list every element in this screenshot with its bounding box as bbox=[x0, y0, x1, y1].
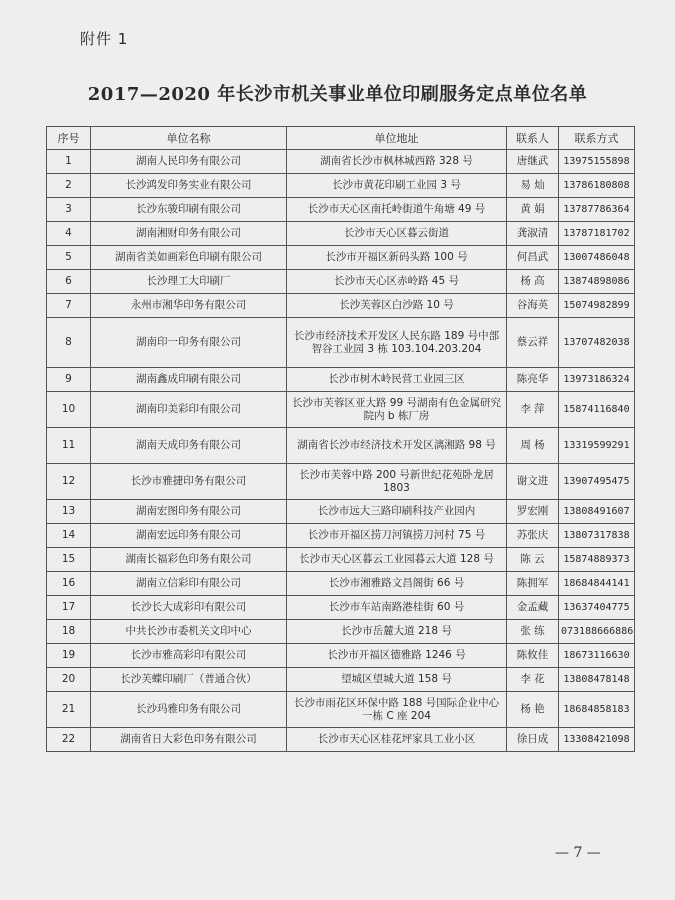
unit-name-cell: 湖南印一印务有限公司 bbox=[91, 318, 287, 368]
serial-cell: 16 bbox=[47, 572, 91, 596]
serial-cell: 10 bbox=[47, 392, 91, 428]
contact-person-cell: 陈攸佳 bbox=[507, 644, 559, 668]
serial-cell: 1 bbox=[47, 150, 91, 174]
unit-address-cell: 长沙市天心区暮云工业园暮云大道 128 号 bbox=[287, 548, 507, 572]
serial-cell: 21 bbox=[47, 692, 91, 728]
contact-person-cell: 蔡云祥 bbox=[507, 318, 559, 368]
unit-name-cell: 长沙市雅高彩印有限公司 bbox=[91, 644, 287, 668]
table-row bbox=[47, 246, 635, 270]
unit-name-cell: 湖南宏远印务有限公司 bbox=[91, 524, 287, 548]
contact-phone-cell: 13707482038 bbox=[559, 318, 635, 368]
unit-name-cell: 湖南人民印务有限公司 bbox=[91, 150, 287, 174]
unit-name-cell: 湖南长福彩色印务有限公司 bbox=[91, 548, 287, 572]
contact-phone-cell: 13907495475 bbox=[559, 464, 635, 500]
unit-address-cell: 长沙市天心区赤岭路 45 号 bbox=[287, 270, 507, 294]
contact-phone-cell: 13808478148 bbox=[559, 668, 635, 692]
table-row bbox=[47, 572, 635, 596]
unit-name-cell: 湖南天成印务有限公司 bbox=[91, 428, 287, 464]
table-row bbox=[47, 548, 635, 572]
serial-cell: 20 bbox=[47, 668, 91, 692]
table-row bbox=[47, 524, 635, 548]
header-contact-person: 联系人 bbox=[507, 127, 559, 150]
contact-phone-cell: 15874116840 bbox=[559, 392, 635, 428]
unit-address-cell: 长沙市雨花区环保中路 188 号国际企业中心一栋 C 座 204 bbox=[287, 692, 507, 728]
contact-person-cell: 龚淑清 bbox=[507, 222, 559, 246]
unit-address-cell: 长沙市湘雅路文昌阁街 66 号 bbox=[287, 572, 507, 596]
contact-phone-cell: 13787181702 bbox=[559, 222, 635, 246]
contact-phone-cell: 13786180808 bbox=[559, 174, 635, 198]
table-row bbox=[47, 294, 635, 318]
unit-name-cell: 长沙芙蝶印刷厂（普通合伙） bbox=[91, 668, 287, 692]
serial-cell: 5 bbox=[47, 246, 91, 270]
unit-name-cell: 湖南印美彩印有限公司 bbox=[91, 392, 287, 428]
unit-address-cell: 长沙市天心区暮云街道 bbox=[287, 222, 507, 246]
serial-cell: 6 bbox=[47, 270, 91, 294]
contact-person-cell: 金孟藏 bbox=[507, 596, 559, 620]
unit-name-cell: 永州市湘华印务有限公司 bbox=[91, 294, 287, 318]
unit-address-cell: 长沙市树木岭民营工业园三区 bbox=[287, 368, 507, 392]
header-contact-phone: 联系方式 bbox=[559, 127, 635, 150]
table-row bbox=[47, 500, 635, 524]
serial-cell: 15 bbox=[47, 548, 91, 572]
table-header-row bbox=[47, 127, 635, 150]
unit-address-cell: 长沙市开福区捞刀河镇捞刀河村 75 号 bbox=[287, 524, 507, 548]
unit-address-cell: 望城区望城大道 158 号 bbox=[287, 668, 507, 692]
contact-person-cell: 唐继武 bbox=[507, 150, 559, 174]
contact-phone-cell: 18673116630 bbox=[559, 644, 635, 668]
contact-person-cell: 何昌武 bbox=[507, 246, 559, 270]
unit-address-cell: 长沙市车站南路港桂街 60 号 bbox=[287, 596, 507, 620]
contact-person-cell: 易 灿 bbox=[507, 174, 559, 198]
contact-phone-cell: 13975155898 bbox=[559, 150, 635, 174]
contact-person-cell: 陈亮华 bbox=[507, 368, 559, 392]
serial-cell: 4 bbox=[47, 222, 91, 246]
unit-name-cell: 湖南鑫成印刷有限公司 bbox=[91, 368, 287, 392]
unit-name-cell: 湖南立信彩印有限公司 bbox=[91, 572, 287, 596]
contact-phone-cell: 18684844141 bbox=[559, 572, 635, 596]
contact-person-cell: 苏张庆 bbox=[507, 524, 559, 548]
serial-cell: 9 bbox=[47, 368, 91, 392]
unit-name-cell: 湖南宏图印务有限公司 bbox=[91, 500, 287, 524]
unit-address-cell: 长沙市天心区桂花坪家具工业小区 bbox=[287, 728, 507, 752]
unit-name-cell: 湖南省日大彩色印务有限公司 bbox=[91, 728, 287, 752]
serial-cell: 8 bbox=[47, 318, 91, 368]
serial-cell: 11 bbox=[47, 428, 91, 464]
serial-cell: 14 bbox=[47, 524, 91, 548]
table-row bbox=[47, 668, 635, 692]
contact-person-cell: 黄 娟 bbox=[507, 198, 559, 222]
table-row bbox=[47, 392, 635, 428]
header-unit-address: 单位地址 bbox=[287, 127, 507, 150]
table-row bbox=[47, 428, 635, 464]
unit-name-cell: 湖南湘财印务有限公司 bbox=[91, 222, 287, 246]
table-row bbox=[47, 150, 635, 174]
serial-cell: 18 bbox=[47, 620, 91, 644]
unit-name-cell: 长沙鸿发印务实业有限公司 bbox=[91, 174, 287, 198]
contact-phone-cell: 15074982899 bbox=[559, 294, 635, 318]
header-serial: 序号 bbox=[47, 127, 91, 150]
unit-address-cell: 湖南省长沙市经济技术开发区漓湘路 98 号 bbox=[287, 428, 507, 464]
contact-phone-cell: 13308421098 bbox=[559, 728, 635, 752]
contact-person-cell: 陈拥军 bbox=[507, 572, 559, 596]
serial-cell: 3 bbox=[47, 198, 91, 222]
table-row bbox=[47, 198, 635, 222]
unit-name-cell: 中共长沙市委机关文印中心 bbox=[91, 620, 287, 644]
unit-address-cell: 长沙市开福区新码头路 100 号 bbox=[287, 246, 507, 270]
table-row bbox=[47, 620, 635, 644]
serial-cell: 12 bbox=[47, 464, 91, 500]
contact-person-cell: 谢文进 bbox=[507, 464, 559, 500]
serial-cell: 22 bbox=[47, 728, 91, 752]
serial-cell: 17 bbox=[47, 596, 91, 620]
unit-address-cell: 长沙市黄花印刷工业园 3 号 bbox=[287, 174, 507, 198]
contact-person-cell: 杨 高 bbox=[507, 270, 559, 294]
serial-cell: 19 bbox=[47, 644, 91, 668]
unit-address-cell: 长沙市芙蓉中路 200 号新世纪花苑卧龙居 1803 bbox=[287, 464, 507, 500]
contact-phone-cell: 13787786364 bbox=[559, 198, 635, 222]
contact-person-cell: 张 练 bbox=[507, 620, 559, 644]
contact-phone-cell: 13973186324 bbox=[559, 368, 635, 392]
table-body bbox=[47, 150, 635, 752]
contact-person-cell: 杨 艳 bbox=[507, 692, 559, 728]
contact-phone-cell: 13808491607 bbox=[559, 500, 635, 524]
unit-address-cell: 湖南省长沙市枫林城西路 328 号 bbox=[287, 150, 507, 174]
contact-person-cell: 徐日成 bbox=[507, 728, 559, 752]
table-row bbox=[47, 644, 635, 668]
table-row bbox=[47, 318, 635, 368]
serial-cell: 2 bbox=[47, 174, 91, 198]
unit-name-cell: 长沙长大成彩印有限公司 bbox=[91, 596, 287, 620]
table-row bbox=[47, 596, 635, 620]
contact-phone-cell: 18684858183 bbox=[559, 692, 635, 728]
contact-person-cell: 李 萍 bbox=[507, 392, 559, 428]
table-row bbox=[47, 270, 635, 294]
unit-address-cell: 长沙市开福区德雅路 1246 号 bbox=[287, 644, 507, 668]
header-unit-name: 单位名称 bbox=[91, 127, 287, 150]
unit-address-cell: 长沙市经济技术开发区人民东路 189 号中部智谷工业园 3 栋 103.104.203.204 bbox=[287, 318, 507, 368]
attachment-label: 附件 1 bbox=[80, 30, 129, 48]
table-row bbox=[47, 728, 635, 752]
contact-person-cell: 周 杨 bbox=[507, 428, 559, 464]
contact-phone-cell: 13807317838 bbox=[559, 524, 635, 548]
table-row bbox=[47, 222, 635, 246]
page-number: — 7 — bbox=[555, 845, 601, 861]
serial-cell: 13 bbox=[47, 500, 91, 524]
contact-person-cell: 罗宏刚 bbox=[507, 500, 559, 524]
table-row bbox=[47, 464, 635, 500]
designated-units-table bbox=[46, 126, 635, 752]
table-row bbox=[47, 174, 635, 198]
unit-address-cell: 长沙芙蓉区白沙路 10 号 bbox=[287, 294, 507, 318]
document-title: 2017—2020 年长沙市机关事业单位印刷服务定点单位名单 bbox=[87, 84, 588, 105]
contact-phone-cell: 13007486048 bbox=[559, 246, 635, 270]
table-row bbox=[47, 692, 635, 728]
unit-address-cell: 长沙市芙蓉区亚大路 99 号湖南有色金属研究院内 b 栋厂房 bbox=[287, 392, 507, 428]
unit-address-cell: 长沙市天心区南托岭街道牛角塘 49 号 bbox=[287, 198, 507, 222]
unit-name-cell: 湖南省美如画彩色印刷有限公司 bbox=[91, 246, 287, 270]
contact-person-cell: 谷海英 bbox=[507, 294, 559, 318]
table-row bbox=[47, 368, 635, 392]
contact-phone-cell: 13319599291 bbox=[559, 428, 635, 464]
unit-name-cell: 长沙市雅捷印务有限公司 bbox=[91, 464, 287, 500]
unit-address-cell: 长沙市远大三路印刷科技产业园内 bbox=[287, 500, 507, 524]
serial-cell: 7 bbox=[47, 294, 91, 318]
unit-name-cell: 长沙玛雅印务有限公司 bbox=[91, 692, 287, 728]
contact-phone-cell: 13874898086 bbox=[559, 270, 635, 294]
contact-phone-cell: 15874889373 bbox=[559, 548, 635, 572]
contact-phone-cell: 13637404775 bbox=[559, 596, 635, 620]
unit-name-cell: 长沙理工大印刷厂 bbox=[91, 270, 287, 294]
contact-person-cell: 李 花 bbox=[507, 668, 559, 692]
unit-address-cell: 长沙市岳麓大道 218 号 bbox=[287, 620, 507, 644]
contact-phone-cell: 073188666886 bbox=[559, 620, 635, 644]
contact-person-cell: 陈 云 bbox=[507, 548, 559, 572]
unit-name-cell: 长沙东骏印刷有限公司 bbox=[91, 198, 287, 222]
